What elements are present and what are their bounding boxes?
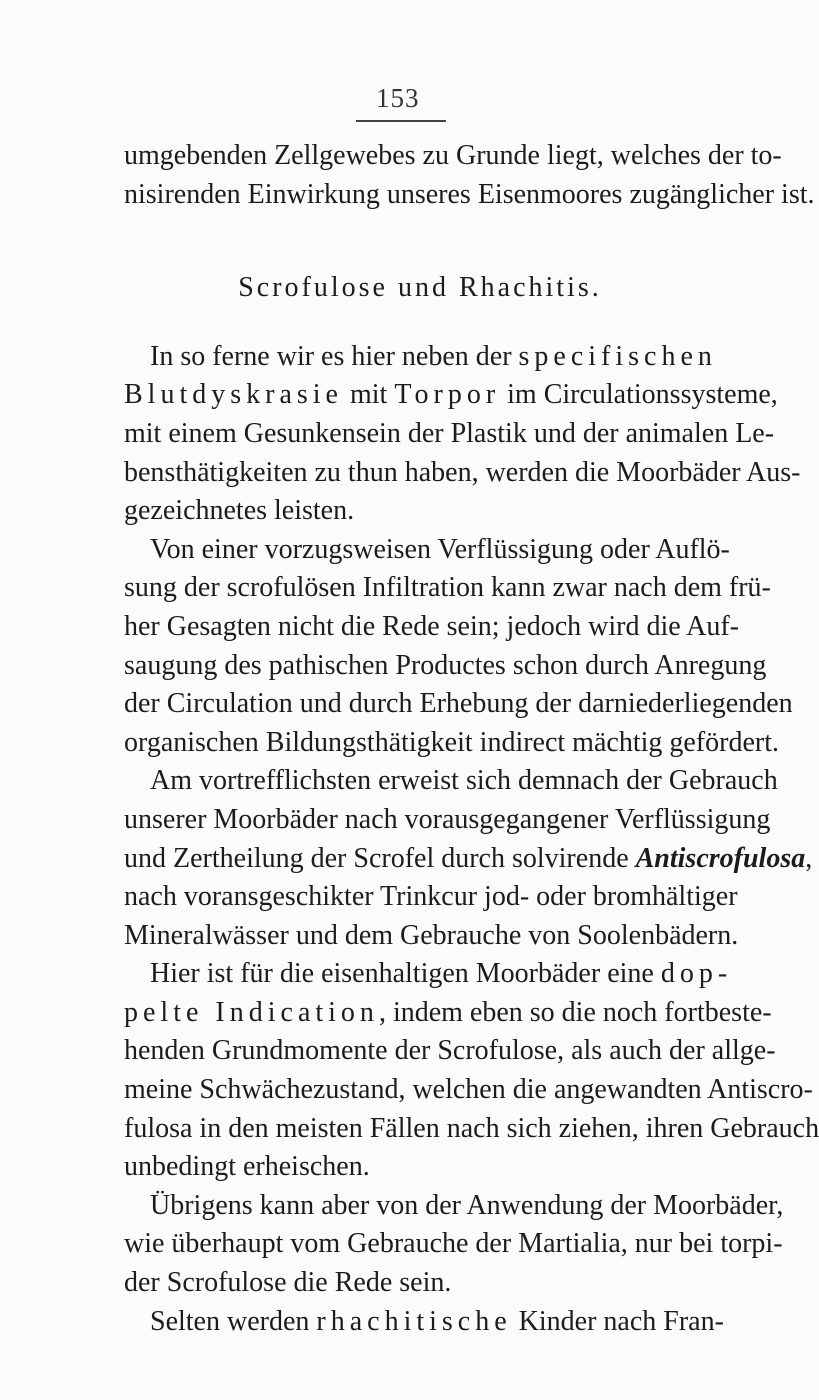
paragraph — [124, 955, 819, 1187]
text-run: umgebenden Zellgewebes zu Grunde liegt, welches der to- — [124, 140, 782, 171]
text-line — [124, 1032, 776, 1071]
spaced-emphasis: Torpor — [394, 379, 501, 411]
text-line — [124, 531, 730, 570]
paragraph — [124, 1303, 724, 1342]
text-line — [124, 415, 775, 454]
text-line — [124, 762, 778, 801]
text-run: mit — [343, 379, 395, 411]
text-run: Selten werden — [150, 1305, 317, 1337]
text-run: , indem eben so die noch fortbeste- — [378, 996, 772, 1028]
paragraph — [124, 762, 813, 955]
text-run: organischen Bildungsthätigkeit indirect mächtig gefördert. — [124, 726, 779, 758]
text-run: unserer Moorbäder nach vorausgegangener Verflüssigung — [124, 803, 771, 835]
section-heading: Scrofulose und Rhachitis. — [238, 272, 602, 304]
header-rule — [356, 120, 446, 122]
text-run: sung der scrofulösen Infiltration kann zwar nach dem frü- — [124, 572, 771, 604]
text-run: nach voransgeschikter Trinkcur jod- oder bromhältiger — [124, 881, 738, 913]
text-line — [124, 1187, 784, 1226]
text-run: Kinder nach Fran- — [511, 1305, 724, 1337]
text-line — [124, 994, 772, 1033]
text-line — [124, 724, 779, 763]
body-text — [124, 137, 819, 1341]
text-run: mit einem Gesunkensein der Plastik und der animalen Le- — [124, 417, 775, 449]
page-number: 153 — [376, 83, 420, 113]
text-run: fulosa in den meisten Fällen nach sich ziehen, ihren Gebrauch — [124, 1112, 819, 1144]
text-run: , — [805, 842, 813, 874]
text-run: Von einer vorzugsweisen Verflüssigung oder Auflö- — [150, 533, 730, 565]
text-line — [124, 569, 771, 608]
text-run: gezeichnetes leisten. — [124, 495, 355, 527]
text-line — [124, 917, 739, 956]
text-run: der Circulation und durch Erhebung der darniederliegenden — [124, 688, 793, 720]
paragraph-intro — [124, 137, 815, 214]
text-line — [124, 454, 801, 493]
text-line — [124, 492, 716, 531]
text-run: Am vortrefflichsten erweist sich demnach der Gebrauch — [150, 765, 778, 797]
text-line — [124, 1225, 783, 1264]
text-run: wie überhaupt vom Gebrauche der Martialia, nur bei torpi- — [124, 1228, 783, 1260]
text-run: Übrigens kann aber von der Anwendung der Moorbäder, — [150, 1189, 784, 1221]
spaced-emphasis: Blutdyskrasie — [124, 379, 343, 411]
text-line — [124, 608, 740, 647]
text-run: Mineralwässer und dem Gebrauche von Soolenbädern. — [124, 919, 739, 951]
text-line — [124, 801, 771, 840]
text-line — [124, 955, 733, 994]
text-line — [124, 685, 793, 724]
paragraphs — [124, 338, 819, 1341]
paragraph — [124, 137, 815, 214]
text-run: unbedingt erheischen. — [124, 1151, 370, 1183]
spaced-emphasis: dop- — [660, 958, 733, 990]
text-run: her Gesagten nicht die Rede sein; jedoch wird die Auf- — [124, 610, 740, 642]
text-line — [124, 647, 767, 686]
text-run: der Scrofulose die Rede sein. — [124, 1267, 452, 1299]
text-line — [124, 176, 815, 215]
text-line — [124, 338, 716, 377]
text-run: Hier ist für die eisenhaltigen Moorbäder eine — [150, 958, 661, 990]
text-line — [124, 1264, 716, 1303]
text-line — [124, 1110, 819, 1149]
text-run: In so ferne wir es hier neben der — [150, 340, 519, 372]
text-line — [124, 376, 778, 415]
text-line — [124, 1303, 724, 1342]
paragraph — [124, 1187, 784, 1303]
text-line — [124, 840, 813, 879]
text-run: meine Schwächezustand, welchen die angewandten Antiscro- — [124, 1074, 813, 1106]
text-line — [124, 878, 738, 917]
paragraph — [124, 531, 793, 763]
italic-term: Antiscrofulosa — [635, 842, 806, 874]
spaced-emphasis: pelte Indication — [124, 996, 379, 1028]
text-run: henden Grundmomente der Scrofulose, als auch der allge- — [124, 1035, 776, 1067]
text-run: bensthätigkeiten zu thun haben, werden die Moorbäder Aus- — [124, 456, 801, 488]
text-run: und Zertheilung der Scrofel durch solvirende — [124, 842, 636, 874]
text-line — [124, 1071, 813, 1110]
text-run: im Circulationssysteme, — [500, 379, 778, 411]
spaced-emphasis: rhachitische — [316, 1305, 512, 1337]
text-line — [124, 1148, 716, 1187]
text-line — [124, 137, 782, 176]
paragraph — [124, 338, 801, 531]
text-run: saugung des pathischen Productes schon durch Anregung — [124, 649, 767, 681]
spaced-emphasis: specifischen — [518, 340, 717, 372]
text-run: nisirenden Einwirkung unseres Eisenmoores zugänglicher ist. — [124, 178, 815, 210]
